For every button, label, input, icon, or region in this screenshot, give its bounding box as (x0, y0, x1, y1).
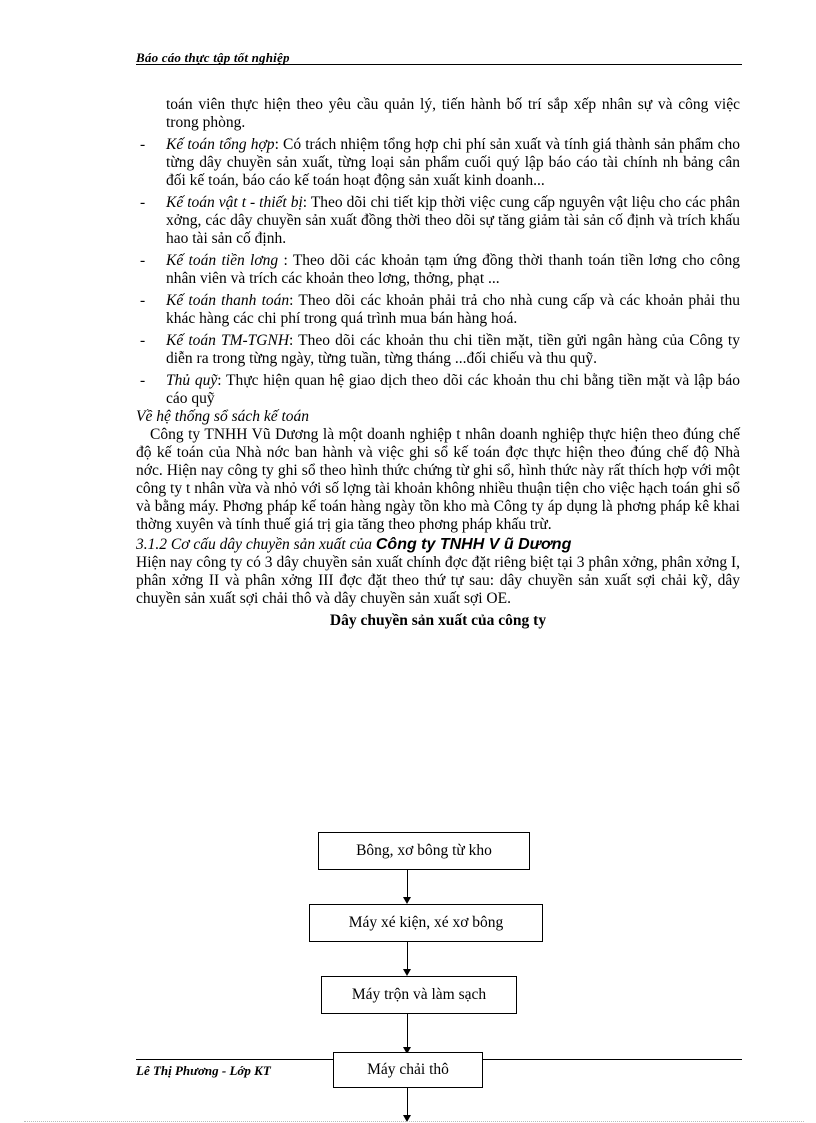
production-paragraph: Hiện nay công ty có 3 dây chuyền sản xuất chính đợc đặt riêng biệt tại 3 phân xởng, phân xởng I, phân xởng II và phân xởng III đợc đặt theo thứ tự sau: dây chuyền sản xuất sợi chải kỹ, dây chuyền sản xuất sợi chải thô và dây chuyền sản xuất sợi OE. (136, 554, 740, 607)
bullet-dash: - (140, 332, 146, 349)
bullet-text: : Có trách nhiệm tổng hợp chi phí sản xuất và tính giá thành sản phẩm cho từng dây chuyền sản xuất, từng loại sản phẩm cuối quý lập báo cáo tài chính nh bảng cân đối kế toán, báo cáo kế toán hoạt động sản xuất kinh doanh... (166, 136, 740, 189)
section-title: Về hệ thống sổ sách kế toán (136, 408, 310, 425)
header-divider (136, 64, 742, 65)
page-edge (24, 1121, 804, 1122)
bullet-ke-toan-tien-luong (136, 252, 740, 288)
bullet-ke-toan-tong-hop (136, 136, 740, 190)
bullet-dash: - (140, 136, 146, 153)
accounting-paragraph: Công ty TNHH Vũ Dương là một doanh nghiệp t nhân doanh nghiệp thực hiện theo đúng chế độ kế toán của Nhà nớc ban hành và việc ghi sổ kế toán đợc thực hiện theo đúng chế độ Nhà nớc. Hiện nay công ty ghi sổ theo hình thức chứng từ ghi sổ, hình thức này rất thích hợp với một công ty t nhân vừa và nhỏ với số lợng tài khoản không nhiều thuận tiện cho việc hạch toán ghi sổ và bằng máy. Phơng pháp kế toán hàng ngày tồn kho mà Công ty áp dụng là phơng pháp kê khai thờng xuyên và tính thuế giá trị gia tăng theo phơng pháp khấu trừ. (136, 426, 740, 533)
bullet-thu-quy (136, 372, 740, 408)
header-title: Báo cáo thực tập tốt nghiệp (136, 50, 290, 65)
bullet-text: : Theo dõi chi tiết kịp thời việc cung cấp nguyên vật liệu cho các phân xởng, các dây chuyền sản xuất đồng thời theo dõi sự tăng giảm tài sản cố định và trích khấu hao tài sản cố định. (166, 194, 740, 247)
page-body (136, 96, 740, 630)
intro-paragraph: toán viên thực hiện theo yêu cầu quản lý, tiến hành bố trí sắp xếp nhân sự và công việc trong phòng. (166, 96, 740, 131)
flow-arrow (407, 1088, 408, 1116)
flow-step-2: Máy xé kiện, xé xơ bông (309, 904, 543, 942)
bullet-dash: - (140, 252, 146, 269)
bullet-text: : Theo dõi các khoản tạm ứng đồng thời thanh toán tiền lơng cho công nhân viên và trích các khoản theo lơng, thởng, phạt ... (166, 252, 740, 287)
bullet-ke-toan-thanh-toan (136, 292, 740, 328)
chart-title: Dây chuyền sản xuất của công ty (329, 612, 547, 629)
flow-arrow (407, 870, 408, 898)
flow-step-1: Bông, xơ bông từ kho (318, 832, 530, 870)
bullet-term: Kế toán vật t - thiết bị (166, 194, 303, 211)
bullet-ke-toan-tm-tgnh (136, 332, 740, 368)
flow-arrow (407, 942, 408, 970)
flow-arrow (407, 1014, 408, 1049)
heading-prefix: 3.1.2 Cơ cấu dây chuyền sản xuất của (136, 536, 376, 553)
bullet-term: Kế toán thanh toán (166, 292, 290, 309)
flow-step-4: Máy chải thô (333, 1052, 483, 1088)
heading-company: Công ty TNHH V ũ Dương (375, 536, 572, 553)
bullet-dash: - (140, 194, 146, 211)
section-heading-3-1-2 (136, 536, 740, 554)
bullet-text: : Theo dõi các khoản phải trả cho nhà cung cấp và các khoản phải thu khác hàng các chi phí trong quá trình mua bán hàng hoá. (166, 292, 740, 327)
footer-author: Lê Thị Phương - Lớp KT (136, 1063, 271, 1078)
bullet-ke-toan-vat-tu (136, 194, 740, 248)
flow-step-3: Máy trộn và làm sạch (321, 976, 517, 1014)
arrow-head-icon (403, 897, 411, 904)
bullet-dash: - (140, 372, 146, 389)
arrow-head-icon (403, 969, 411, 976)
bullet-text: : Theo dõi các khoản thu chi tiền mặt, tiền gửi ngân hàng của Công ty diễn ra trong từng ngày, từng tuần, từng tháng ...đối chiếu và thu quỹ. (166, 332, 740, 367)
bullet-term: Kế toán TM-TGNH (166, 332, 290, 349)
bullet-term: Thủ quỹ (166, 372, 218, 389)
bullet-dash: - (140, 292, 146, 309)
bullet-term: Kế toán tổng hợp (166, 136, 275, 153)
bullet-term: Kế toán tiền lơng (166, 252, 279, 269)
bullet-text: : Thực hiện quan hệ giao dịch theo dõi các khoản thu chi bằng tiền mặt và lập báo cáo quỹ (166, 372, 741, 407)
